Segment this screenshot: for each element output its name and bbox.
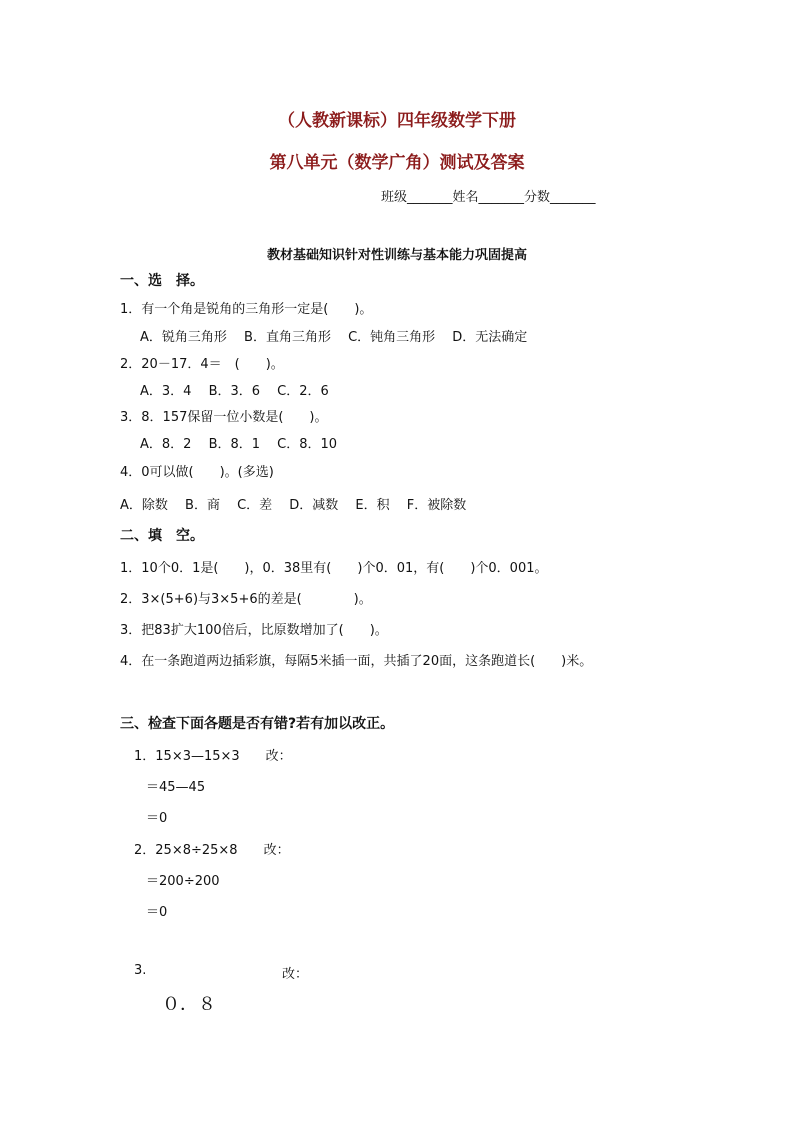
section3-heading: 三、检查下面各题是否有错?若有加以改正。 — [120, 716, 395, 732]
section3-problem2-line3: ＝0 — [146, 905, 168, 920]
section1-heading: 一、选 择。 — [120, 273, 204, 289]
section1-question3-options: A．8．2 B．8．1 C．8．10 — [140, 437, 338, 452]
section2-question1: 1．10个0．1是( )，0．38里有( )个0．01，有( )个0．001。 — [120, 561, 548, 576]
section3-problem3-value: ０．８ — [162, 994, 216, 1015]
section3-problem1-line1: 1．15×3—15×3 改： — [134, 749, 292, 764]
section3-problem2-line2: ＝200÷200 — [146, 874, 220, 889]
section2-question3: 3．把83扩大100倍后，比原数增加了( )。 — [120, 623, 388, 638]
page-title: （人教新课标）四年级数学下册 — [278, 111, 516, 131]
section2-question2: 2．3×(5+6)与3×5+6的差是( )。 — [120, 592, 372, 607]
section1-question1: 1．有一个角是锐角的三角形一定是( )。 — [120, 302, 373, 317]
section1-question2: 2．20－17．4＝ ( )。 — [120, 357, 284, 372]
page-subtitle: 第八单元（数学广角）测试及答案 — [269, 153, 525, 173]
section-intro: 教材基础知识针对性训练与基本能力巩固提高 — [266, 248, 527, 263]
section1-question4-options: A．除数 B．商 C．差 D．减数 E．积 F．被除数 — [120, 498, 467, 513]
section3-problem3-gai: 改： — [282, 967, 309, 982]
section3-problem1-line2: ＝45—45 — [146, 780, 206, 795]
section1-question1-options: A．锐角三角形 B．直角三角形 C．钝角三角形 D．无法确定 — [140, 330, 528, 345]
section3-problem1-line3: ＝0 — [146, 811, 168, 826]
section3-problem3-number: 3. — [134, 963, 147, 978]
section3-problem2-line1: 2．25×8÷25×8 改： — [134, 843, 290, 858]
section1-question2-options: A．3．4 B．3．6 C．2．6 — [140, 384, 329, 399]
section1-question4: 4．0可以做( )。(多选) — [120, 465, 274, 480]
section1-question3: 3．8．157保留一位小数是( )。 — [120, 410, 328, 425]
section2-question4: 4．在一条跑道两边插彩旗，每隔5米插一面，共插了20面，这条跑道长( )米。 — [120, 654, 593, 669]
section2-heading: 二、填 空。 — [120, 528, 204, 544]
student-info-line: 班级_______姓名_______分数_______ — [381, 190, 596, 205]
